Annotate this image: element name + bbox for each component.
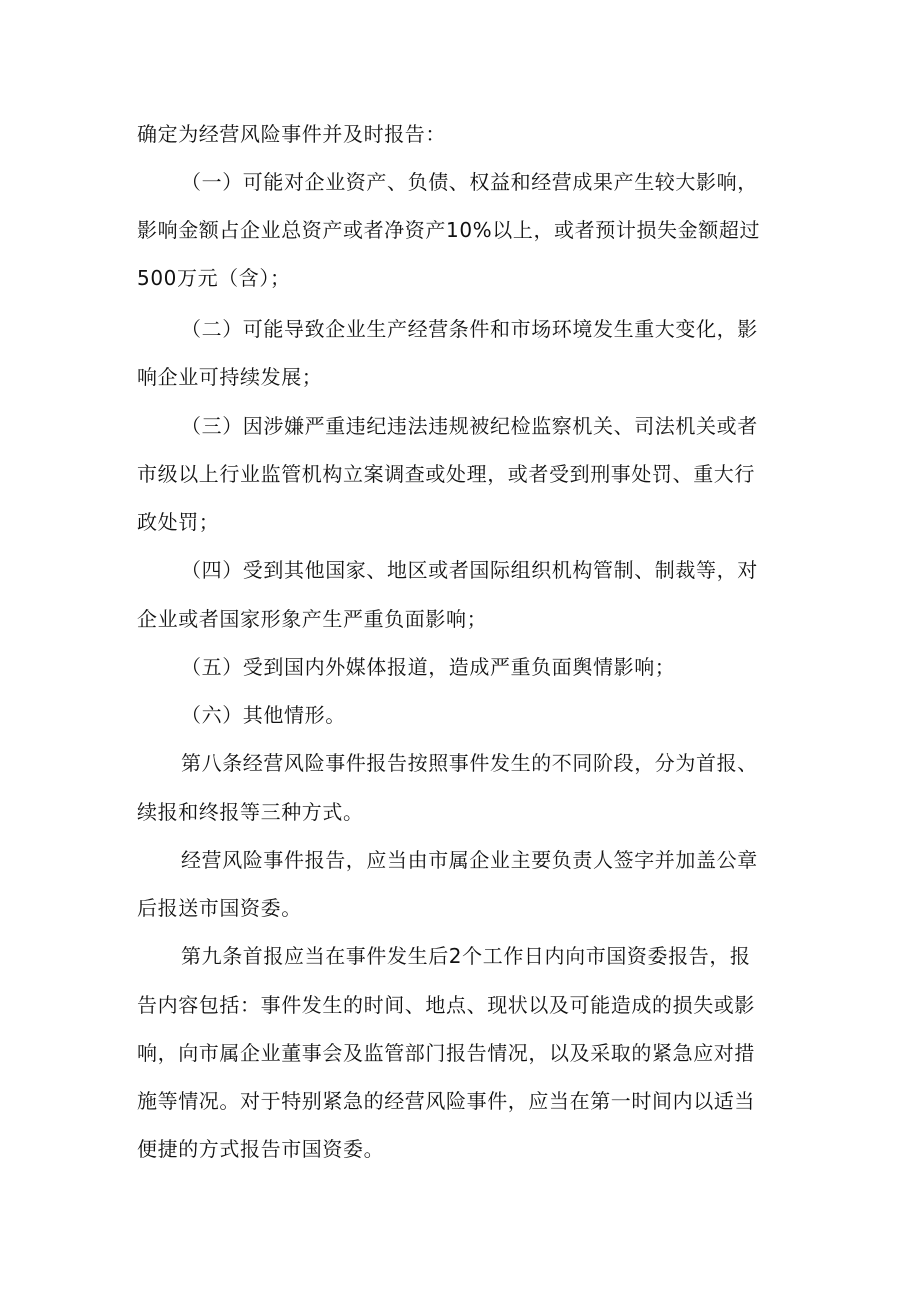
text-line: 确定为经营风险事件并及时报告： xyxy=(137,122,446,146)
text-line: 响企业可持续发展； xyxy=(137,365,323,389)
text-line: 告内容包括：事件发生的时间、地点、现状以及可能造成的损失或影 xyxy=(137,993,755,1017)
text-line: 500万元（含）； xyxy=(137,266,291,290)
text-line: 后报送市国资委。 xyxy=(137,896,302,920)
text-line: 市级以上行业监管机构立案调查或处理，或者受到刑事处罚、重大行 xyxy=(137,462,755,486)
text-line: 政处罚； xyxy=(137,510,220,534)
text-line: 施等情况。对于特别紧急的经营风险事件，应当在第一时间内以适当 xyxy=(137,1089,755,1113)
text-line: 第八条经营风险事件报告按照事件发生的不同阶段，分为首报、 xyxy=(181,751,758,775)
text-line: 企业或者国家形象产生严重负面影响； xyxy=(137,607,488,631)
text-line: 经营风险事件报告，应当由市属企业主要负责人签字并加盖公章 xyxy=(181,848,758,872)
text-line: （一）可能对企业资产、负债、权益和经营成果产生较大影响， xyxy=(181,170,758,194)
text-line: 响，向市属企业董事会及监管部门报告情况，以及采取的紧急应对措 xyxy=(137,1041,755,1065)
text-line: 续报和终报等三种方式。 xyxy=(137,800,364,824)
text-line: 影响金额占企业总资产或者净资产10%以上，或者预计损失金额超过 xyxy=(137,218,761,242)
text-line: 第九条首报应当在事件发生后2个工作日内向市国资委报告，报 xyxy=(181,944,751,968)
text-line: （三）因涉嫌严重违纪违法违规被纪检监察机关、司法机关或者 xyxy=(181,414,758,438)
text-line: （四）受到其他国家、地区或者国际组织机构管制、制裁等，对 xyxy=(181,558,758,582)
text-line: （二）可能导致企业生产经营条件和市场环境发生重大变化，影 xyxy=(181,317,758,341)
text-line: 便捷的方式报告市国资委。 xyxy=(137,1137,385,1161)
text-line: （六）其他情形。 xyxy=(181,703,346,727)
text-line: （五）受到国内外媒体报道，造成严重负面舆情影响； xyxy=(181,655,676,679)
